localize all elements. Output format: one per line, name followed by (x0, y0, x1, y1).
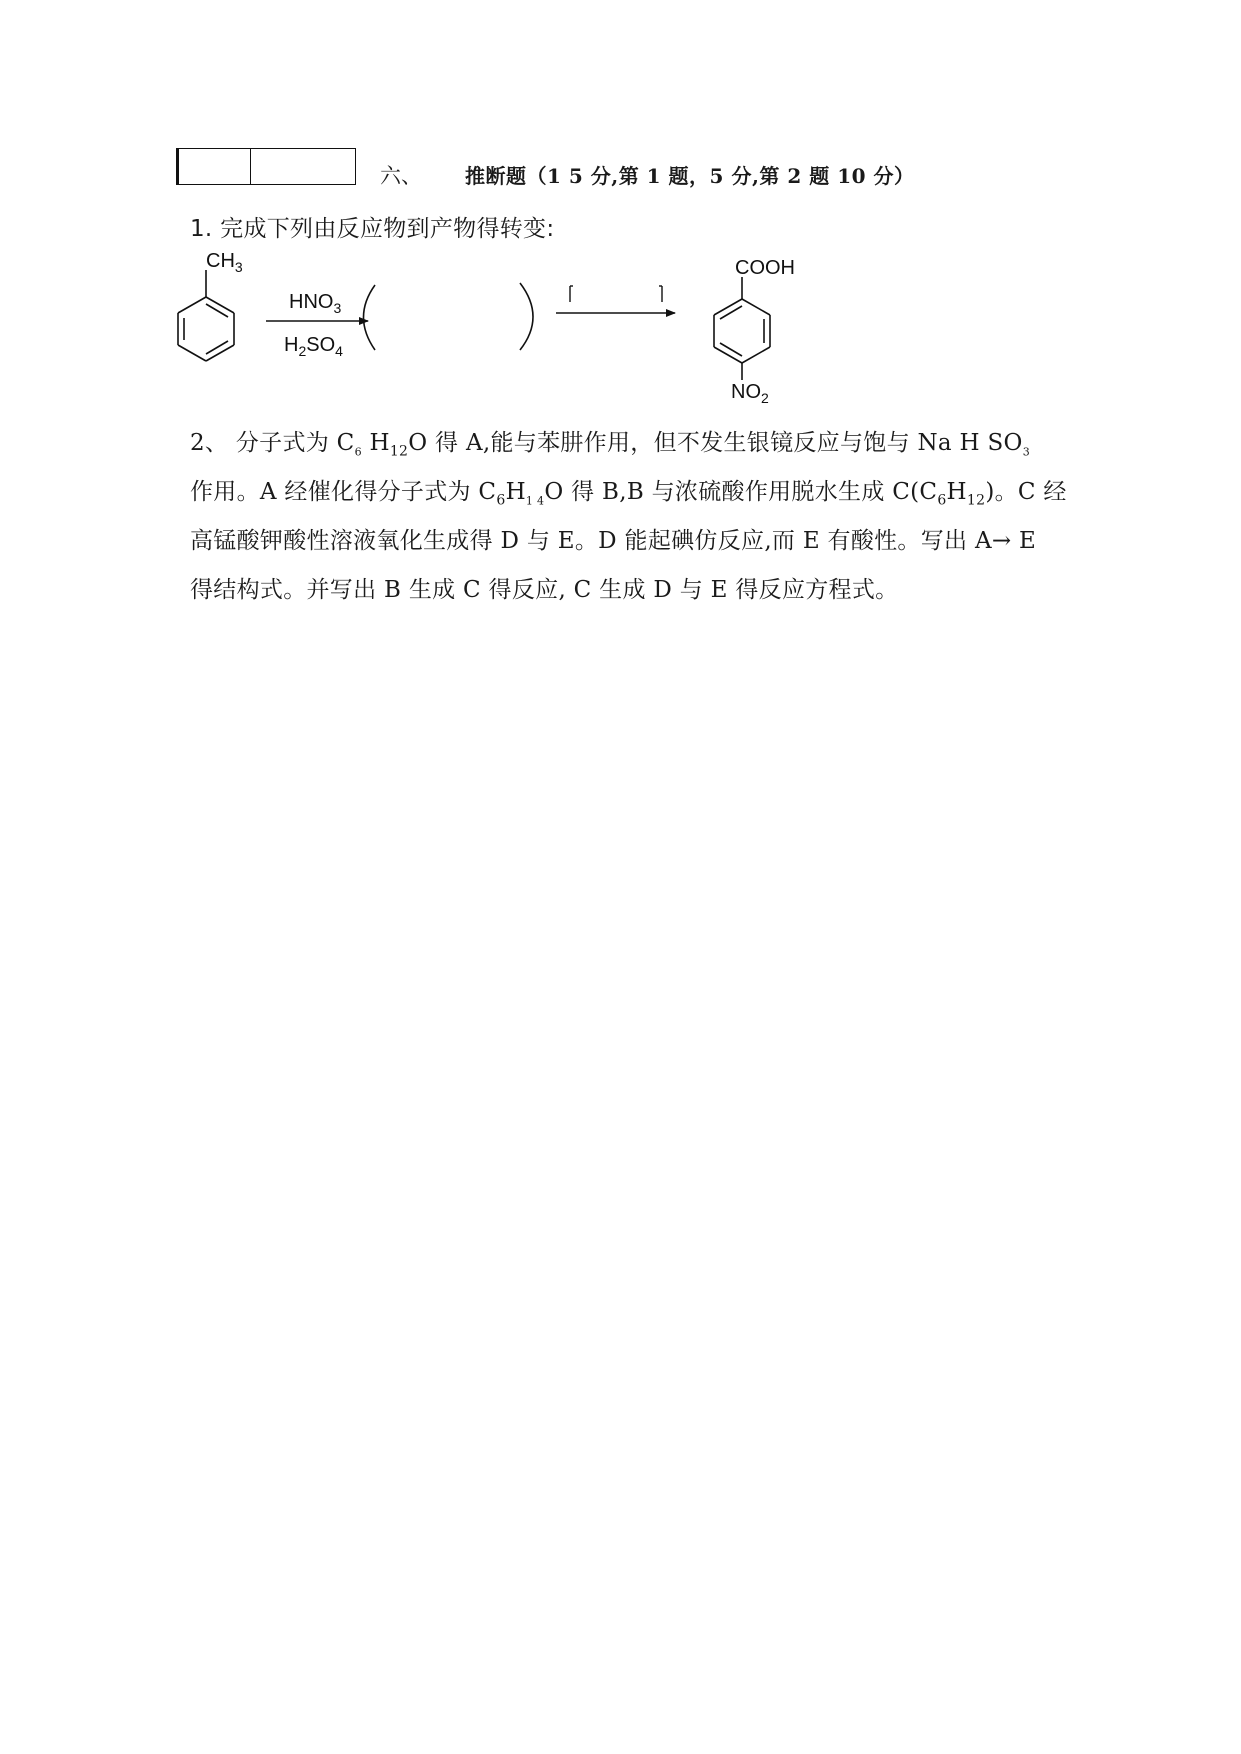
reagent-h2so4: $H_2SO_4$ (284, 334, 343, 359)
section-title: 推断题（1 5 分,第 1 题，5 分,第 2 题 10 分） (465, 164, 915, 188)
section-number: 六、 (380, 164, 422, 188)
carboxyl-label: COOH (735, 257, 795, 279)
nitro-label: $NO_2$ (731, 381, 769, 406)
question-1-text: 1. 完成下列由反应物到产物得转变: (190, 216, 555, 242)
product-structure (714, 277, 770, 380)
question-2-line-2: 作用。A 经催化得分子式为 $C_6H_{1 4}O$ 得 B,B 与浓硫酸作用脱水生成 $C(C_6H_{12})$。C 经 (190, 479, 1067, 509)
methyl-label: $CH_3$ (206, 250, 243, 275)
question-2-line-4: 得结构式。并写出 B 生成 C 得反应, C 生成 D 与 E 得反应方程式。 (190, 577, 899, 603)
question-2-line-1: 2、 分子式为 $C_6$ $H_{12}O$ 得 A,能与苯肼作用，但不发生银镜反应与饱与 Na H $SO_3$ (190, 430, 1031, 460)
reagent-bracket (570, 286, 662, 302)
intermediate-right-paren (520, 283, 533, 350)
question-2-line-3: 高锰酸钾酸性溶液氧化生成得 D 与 E。D 能起碘仿反应,而 E 有酸性。写出 A→ E (190, 528, 1037, 554)
reagent-hno3: $HNO_3$ (289, 291, 342, 316)
reaction-scheme (0, 0, 1241, 420)
intermediate-left-paren (364, 285, 376, 350)
toluene-structure (178, 270, 234, 361)
